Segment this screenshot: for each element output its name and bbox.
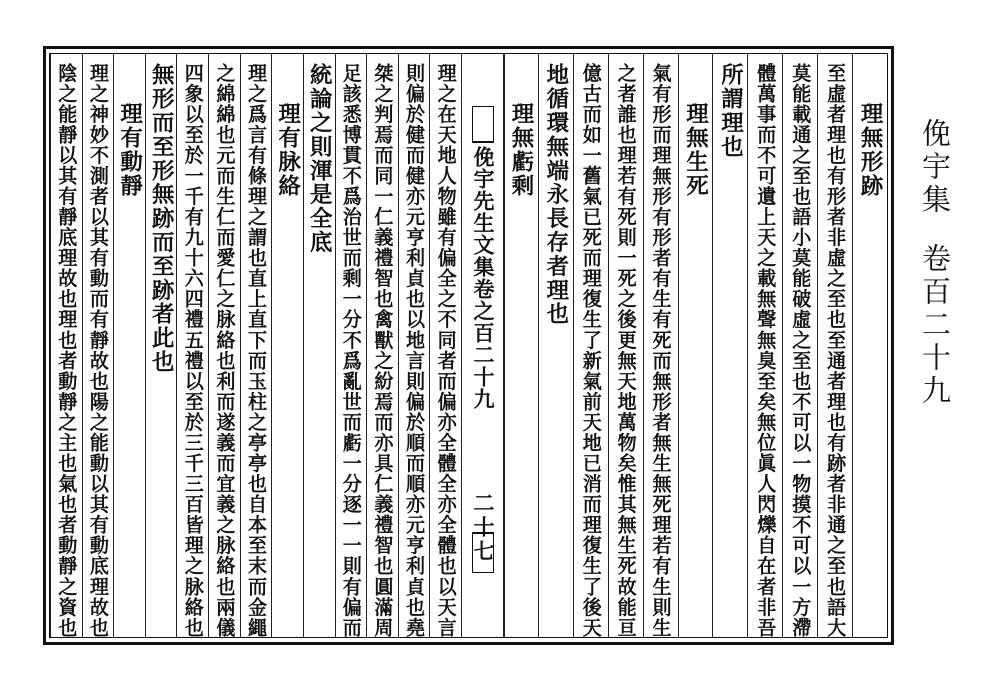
column-text: 足該悉博貫不爲治世而剩一分不爲亂世而虧一分逐一一則有偏而 bbox=[339, 63, 362, 639]
text-column bbox=[747, 54, 782, 637]
column-text: 億古而如一舊氣已死而理復生了新氣前天地已消而理復生了後天 bbox=[579, 63, 602, 639]
text-column bbox=[303, 54, 335, 637]
text-column bbox=[538, 54, 573, 637]
section-heading: 理有動靜 bbox=[116, 102, 143, 198]
text-column bbox=[643, 54, 678, 637]
text-column bbox=[50, 54, 82, 637]
text-column bbox=[82, 54, 114, 637]
page-number: 二十七 bbox=[471, 492, 496, 564]
text-column bbox=[335, 54, 367, 637]
column-text: 統論之則渾是全底 bbox=[306, 63, 333, 255]
column-text: 氣有形而理無形有形者有生有死而無形者無生無死理若有生則生 bbox=[649, 63, 672, 639]
text-column bbox=[817, 54, 852, 637]
column-text: 莫能載通之至也語小莫能破虛之至也不可以一物摸不可以一方滯 bbox=[789, 63, 812, 639]
section-heading: 理無虧剩 bbox=[507, 102, 534, 198]
column-text: 無形而至形無跡而至跡者此也 bbox=[148, 63, 175, 374]
text-column bbox=[852, 54, 887, 637]
banderole-title: 俛宇先生文集卷之百二十九 bbox=[471, 146, 496, 410]
fish-tail-mark-top bbox=[472, 106, 494, 143]
text-column bbox=[712, 54, 747, 637]
column-text: 則偏於健而健亦元亨利貞也以地言則偏於順而順亦元亨利貞也堯 bbox=[403, 63, 426, 639]
column-text: 陰之能靜以其有靜底理故也理也者動靜之主也氣也者動靜之資也 bbox=[55, 63, 78, 639]
page-header bbox=[910, 118, 960, 508]
text-column bbox=[145, 54, 177, 637]
column-area bbox=[49, 53, 888, 638]
column-text: 桀之判焉而同一仁義禮智也禽獸之紛焉而亦具仁義禮智也圓滿周 bbox=[371, 63, 394, 639]
section-heading: 理有脉絡 bbox=[274, 102, 301, 198]
column-text: 所謂理也 bbox=[717, 63, 744, 159]
column-text: 之綿綿也元而生仁而愛仁之脉絡也利而遂義而宜義之脉絡也兩儀 bbox=[213, 63, 236, 639]
text-frame bbox=[43, 46, 894, 645]
column-text: 地循環無端永長存者理也 bbox=[542, 63, 569, 326]
text-column bbox=[208, 54, 240, 637]
volume-number: 卷百二十九 bbox=[918, 243, 952, 408]
banderole bbox=[461, 54, 505, 637]
column-text: 理之神妙不測者以其有動而有靜故也陽之能動以其有動底理故也 bbox=[86, 63, 109, 639]
column-text: 體萬事而不可遺上天之載無聲無臭至矣無位眞人閃爍自在者非吾 bbox=[754, 63, 777, 639]
text-column bbox=[782, 54, 817, 637]
text-column bbox=[240, 54, 272, 637]
text-column bbox=[366, 54, 398, 637]
fish-tail-mark-bottom bbox=[472, 532, 494, 573]
text-column bbox=[573, 54, 608, 637]
text-column bbox=[608, 54, 643, 637]
text-column bbox=[176, 54, 208, 637]
text-column bbox=[429, 54, 461, 637]
text-column bbox=[678, 54, 713, 637]
text-column bbox=[113, 54, 145, 637]
text-column bbox=[398, 54, 430, 637]
column-text: 理之爲言有條理之謂也直上直下而玉柱之亭亭也自本至末而金繩 bbox=[244, 63, 267, 639]
text-column bbox=[503, 54, 538, 637]
column-text: 之者誰也理若有死則一死之後更無天地萬物矣惟其無生死故能亘 bbox=[614, 63, 637, 639]
text-column bbox=[271, 54, 303, 637]
column-text: 至虛者理也有形者非虛之至也至通者理也有跡者非通之至也語大 bbox=[824, 63, 847, 639]
book-title: 俛宇集 bbox=[918, 118, 952, 217]
column-text: 理之在天地人物雖有偏全之不同者而偏亦全體全亦全體也以天言 bbox=[434, 63, 457, 639]
column-text: 四象以至於一千有九十六四禮五禮以至於三千三百皆理之脉絡也 bbox=[181, 63, 204, 639]
section-heading: 理無形跡 bbox=[857, 102, 884, 198]
section-heading: 理無生死 bbox=[682, 102, 709, 198]
